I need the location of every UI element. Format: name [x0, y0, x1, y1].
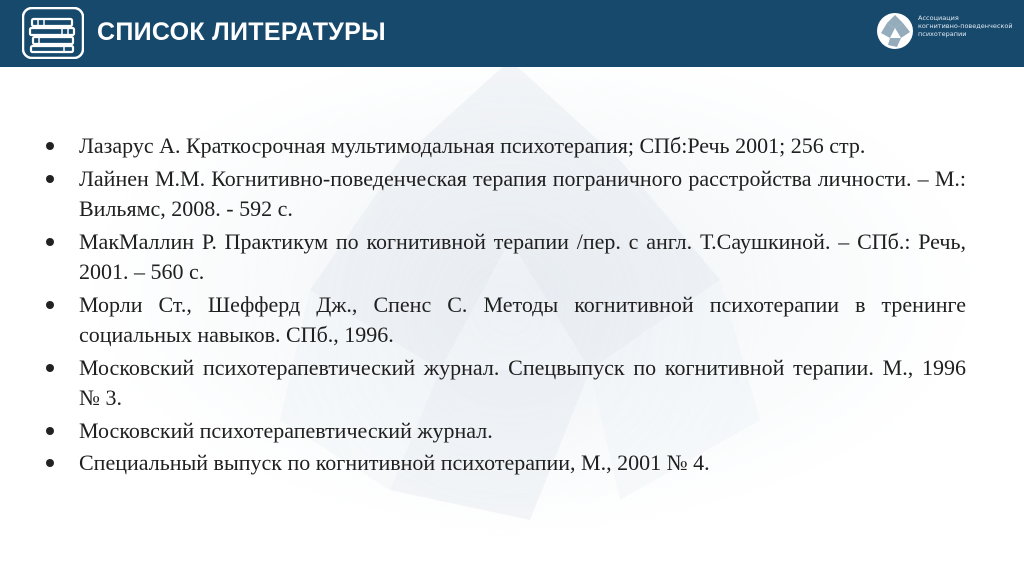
- bullet-icon: [46, 427, 54, 435]
- reference-item: [46, 290, 966, 351]
- reference-item: [46, 164, 966, 225]
- bullet-icon: [46, 459, 54, 467]
- logo-text-line: психотерапии: [918, 30, 967, 38]
- reference-text: Московский психотерапевтический журнал. Спецвыпуск по когнитивной терапии. М., 1996 № 3.: [79, 354, 966, 410]
- logo-text-line: Ассоциация: [918, 14, 959, 22]
- reference-item: [46, 131, 966, 162]
- page-title: СПИСОК ЛИТЕРАТУРЫ: [97, 18, 386, 46]
- reference-text: Специальный выпуск по когнитивной психотерапии, М., 2001 № 4.: [79, 450, 710, 475]
- reference-item: [46, 227, 966, 288]
- bullet-icon: [46, 301, 54, 309]
- reference-text: Морли Ст., Шефферд Дж., Спенс С. Методы когнитивной психотерапии в тренинге социальных навыков. СПб., 1996.: [79, 291, 966, 347]
- reference-list: [46, 131, 966, 481]
- association-logo-text: [918, 14, 1018, 38]
- bullet-icon: [46, 175, 54, 183]
- reference-item: [46, 416, 966, 447]
- books-icon: [22, 7, 84, 59]
- reference-text: Лайнен М.М. Когнитивно-поведенческая терапия пограничного расстройства личности. – М.: Вильямс, 2008. - 592 с.: [79, 165, 966, 221]
- reference-text: МакМаллин Р. Практикум по когнитивной терапии /пер. с англ. Т.Саушкиной. – СПб.: Речь, 2001. – 560 с.: [79, 228, 966, 284]
- reference-text: Лазарус А. Краткосрочная мультимодальная психотерапия; СПб:Речь 2001; 256 стр.: [79, 133, 866, 158]
- bullet-icon: [46, 142, 54, 150]
- bullet-icon: [46, 364, 54, 372]
- globe-logo-icon: [876, 12, 914, 50]
- reference-item: [46, 448, 966, 479]
- header-bar: [0, 0, 1024, 67]
- logo-text-line: когнитивно-поведенческой: [918, 22, 1013, 30]
- reference-text: Московский психотерапевтический журнал.: [79, 417, 493, 443]
- bullet-icon: [46, 238, 54, 246]
- reference-item: [46, 353, 966, 414]
